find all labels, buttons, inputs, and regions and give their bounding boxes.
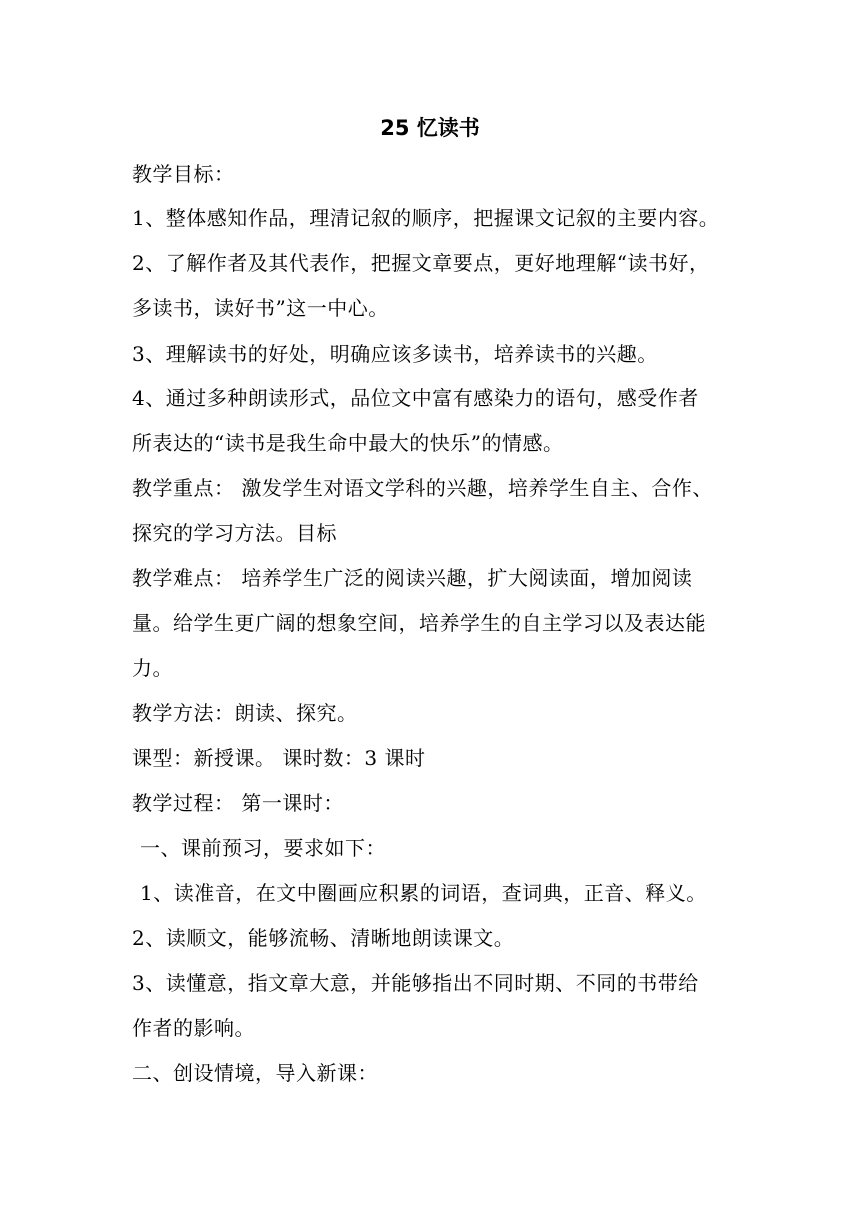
text-line: 量。给学生更广阔的想象空间，培养学生的自主学习以及表达能 bbox=[132, 611, 706, 635]
text-line-objectives-heading: 教学目标： bbox=[132, 162, 235, 186]
text-line-key-points: 教学重点： 激发学生对语文学科的兴趣，培养学生自主、合作、 bbox=[132, 476, 713, 500]
text-line: 4、通过多种朗读形式，品位文中富有感染力的语句，感受作者 bbox=[132, 386, 699, 410]
text-line-lesson-type: 课型：新授课。 课时数：3 课时 bbox=[132, 746, 426, 770]
text-line: 3、理解读书的好处，明确应该多读书，培养读书的兴趣。 bbox=[132, 342, 658, 366]
text-line: 1、整体感知作品，理清记叙的顺序，把握课文记叙的主要内容。 bbox=[132, 206, 720, 230]
section-heading-preview: 一、课前预习，要求如下： bbox=[140, 836, 386, 860]
text-line: 探究的学习方法。目标 bbox=[132, 521, 337, 545]
text-line-difficulties: 教学难点： 培养学生广泛的阅读兴趣，扩大阅读面，增加阅读 bbox=[132, 566, 693, 590]
text-line: 1、读准音，在文中圈画应积累的词语，查词典，正音、释义。 bbox=[140, 881, 707, 905]
text-line: 作者的影响。 bbox=[132, 1016, 255, 1040]
text-line: 力。 bbox=[132, 656, 173, 680]
text-line: 2、读顺文，能够流畅、清晰地朗读课文。 bbox=[132, 926, 515, 950]
text-line-process: 教学过程： 第一课时： bbox=[132, 791, 344, 815]
document-title: 25 忆读书 bbox=[380, 116, 480, 140]
text-line: 多读书，读好书”这一中心。 bbox=[132, 296, 389, 320]
text-line: 所表达的“读书是我生命中最大的快乐”的情感。 bbox=[132, 431, 564, 455]
section-heading-intro: 二、创设情境，导入新课： bbox=[132, 1061, 378, 1085]
text-line: 2、了解作者及其代表作，把握文章要点，更好地理解“读书好， bbox=[132, 251, 710, 275]
text-line: 3、读懂意，指文章大意，并能够指出不同时期、不同的书带给 bbox=[132, 971, 699, 995]
text-line-methods: 教学方法：朗读、探究。 bbox=[132, 701, 358, 725]
